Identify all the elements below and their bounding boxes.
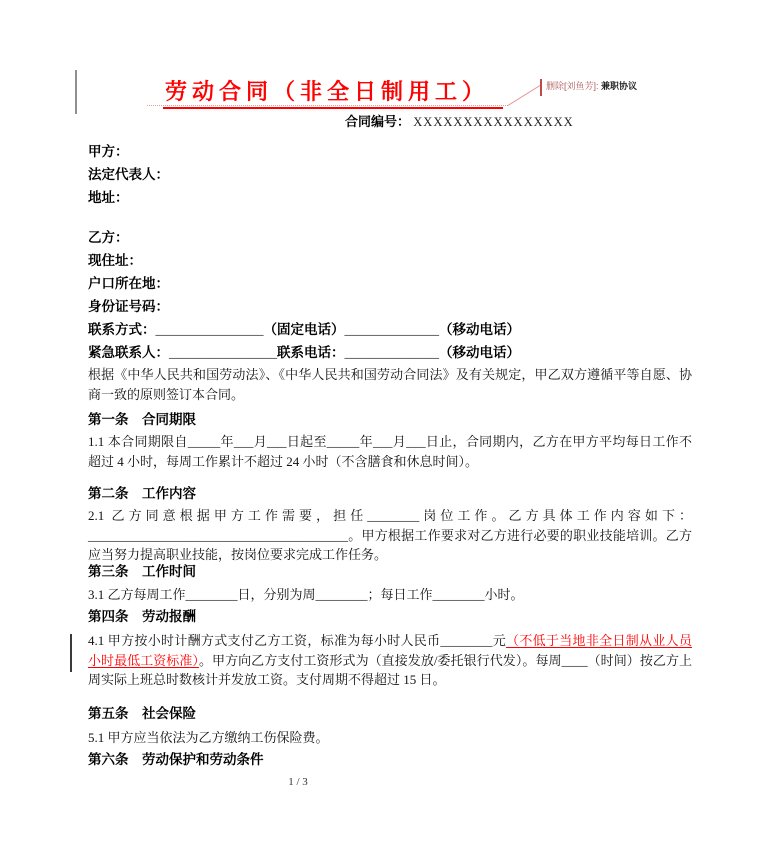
- field-id-number: 身份证号码：: [88, 299, 169, 314]
- emergency-phone-label: 联系电话：: [277, 345, 345, 360]
- mobile-phone-blank: ______________: [344, 322, 439, 337]
- section-4-text-before: 4.1 甲方按小时计酬方式支付乙方工资，标准为每小时人民币________元: [88, 633, 507, 648]
- section-2-heading: 第二条 工作内容: [88, 486, 196, 501]
- emergency-phone-blank: ______________: [344, 345, 439, 360]
- comment-anchor-dotted-line: [147, 105, 508, 106]
- revision-change-bar-title: [75, 70, 77, 114]
- contract-number-line: [345, 111, 574, 130]
- emergency-name-blank: ________________: [169, 345, 277, 360]
- field-address: 地址：: [88, 190, 129, 205]
- contact-method-label: 联系方式：: [88, 322, 156, 337]
- field-legal-representative: 法定代表人：: [88, 167, 169, 182]
- comment-marker-line: [540, 79, 542, 96]
- section-2-paragraph: 2.1 乙方同意根据甲方工作需要，担任________岗位工作。乙方具体工作内容如下：________________________________________。甲方根据工作要求对乙方进行必要的职业技能培训。乙方应当努力提高职业技能，按岗位要求完成工作任务。: [88, 508, 692, 562]
- mobile-phone-tag: （移动电话）: [439, 322, 520, 337]
- comment-connector-line: [508, 84, 542, 106]
- section-4-paragraph: [88, 631, 692, 690]
- section-4-heading: 第四条 劳动报酬: [88, 609, 196, 624]
- field-party-b: 乙方：: [88, 230, 129, 245]
- contact-method-line: [88, 318, 520, 338]
- deletion-comment-balloon[interactable]: [546, 81, 761, 92]
- section-5-heading: 第五条 社会保险: [88, 706, 196, 721]
- section-6-heading: 第六条 劳动保护和劳动条件: [88, 752, 264, 767]
- page-number: 1 / 3: [288, 776, 308, 788]
- section-3-heading: 第三条 工作时间: [88, 564, 196, 579]
- document-title: 劳动合同（非全日制用工）: [163, 80, 503, 109]
- section-5-paragraph: 5.1 甲方应当依法为乙方缴纳工伤保险费。: [88, 730, 329, 745]
- field-household-registration: 户口所在地：: [88, 276, 169, 291]
- contract-number-value: XXXXXXXXXXXXXXXX: [413, 115, 574, 129]
- emergency-mobile-tag: （移动电话）: [439, 345, 520, 360]
- revision-change-bar-section-4: [70, 634, 72, 672]
- section-1-heading: 第一条 合同期限: [88, 412, 196, 427]
- field-current-address: 现住址：: [88, 253, 142, 268]
- comment-author-label: 删除[刘鱼芳]:: [546, 81, 602, 91]
- section-4-inserted-text: （不低于当地非全日制从业人员小时最低工资标准）: [88, 633, 692, 668]
- intro-paragraph: 根据《中华人民共和国劳动法》、《中华人民共和国劳动合同法》及有关规定，甲乙双方遵循平等自愿、协商一致的原则签订本合同。: [88, 367, 692, 402]
- field-party-a: 甲方：: [88, 144, 129, 159]
- section-3-paragraph: 3.1 乙方每周工作________日，分别为周________；每日工作________小时。: [88, 587, 524, 602]
- fixed-phone-tag: （固定电话）: [263, 322, 345, 337]
- emergency-contact-line: [88, 341, 520, 361]
- party-b-block: [88, 226, 169, 318]
- contract-number-label: 合同编号：: [345, 114, 411, 129]
- party-a-block: [88, 140, 169, 209]
- emergency-contact-label: 紧急联系人：: [88, 345, 169, 360]
- comment-deleted-text: 兼职协议: [601, 81, 638, 91]
- section-1-paragraph: 1.1 本合同期限自_____年___月___日起至_____年___月___日止，合同期内，乙方在甲方平均每日工作不超过 4 小时，每周工作累计不超过 24 小时（不含膳食和休息时间）。: [88, 434, 692, 469]
- fixed-phone-blank: ________________: [155, 322, 264, 337]
- section-4-text-after: 。甲方向乙方支付工资形式为（直接发放/委托银行代发）。每周____（时间）按乙方上周实际上班总时数核计并发放工资。支付周期不得超过 15 日。: [88, 652, 692, 687]
